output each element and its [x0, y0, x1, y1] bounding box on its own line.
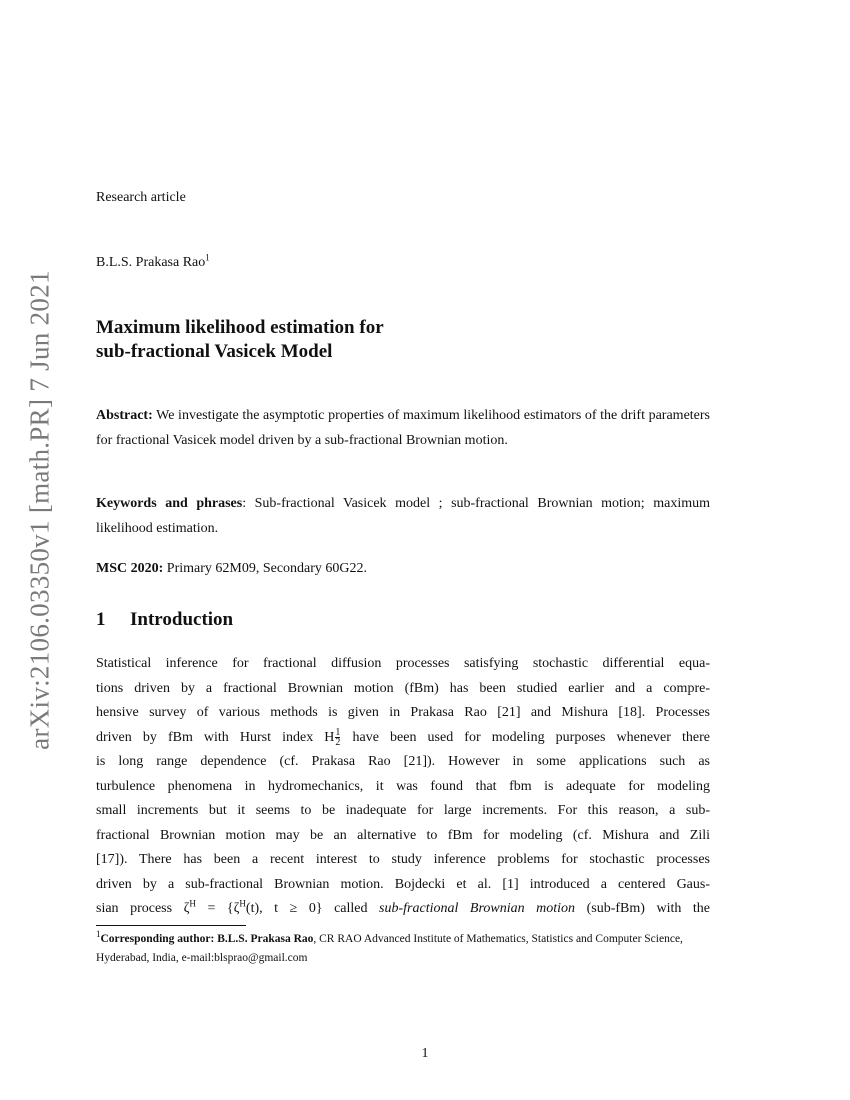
author-footnote-mark: 1 [205, 252, 210, 263]
footnote-divider [96, 925, 246, 926]
section-number: 1 [96, 609, 106, 630]
intro-line-subfbm [96, 897, 710, 922]
keywords-block [96, 492, 710, 541]
intro-line-part: have been used for modeling purposes whenever there [341, 729, 711, 745]
keywords-label: Keywords and phrases [96, 496, 243, 511]
intro-line: is long range dependence (cf. Prakasa Rao [21]). However in some applications such as [96, 754, 710, 769]
paper-title-line-2: sub-fractional Vasicek Model [96, 341, 333, 362]
fraction-numerator: 1 [335, 726, 341, 738]
author-name: B.L.S. Prakasa Rao [96, 255, 206, 270]
section-heading [96, 609, 233, 631]
article-type-label: Research article [96, 190, 186, 205]
arxiv-identifier-stamp [20, 270, 60, 750]
abstract-text: We investigate the asymptotic properties of maximum likelihood estimators of the drift parameters for fractional Vasicek model driven by a sub-fractional Brownian motion. [96, 408, 710, 448]
fraction-one-half [335, 728, 340, 747]
intro-line: tions driven by a fractional Brownian motion (fBm) has been studied earlier and a compre- [96, 680, 710, 696]
introduction-paragraph [96, 652, 710, 922]
page-number: 1 [421, 1046, 429, 1061]
footnote [96, 930, 710, 968]
superscript-h: H [189, 898, 196, 909]
paper-title [96, 316, 710, 364]
intro-line-part: = {ζ [195, 901, 240, 916]
intro-line: [17]). There has been a recent interest to study inference problems for stochastic processes [96, 852, 710, 867]
intro-line-part: (t), t ≥ 0} called [245, 901, 380, 916]
arxiv-identifier-text: arXiv:2106.03350v1 [math.PR] 7 Jun 2021 [24, 270, 55, 750]
msc-text: Primary 62M09, Secondary 60G22. [166, 561, 368, 576]
section-title: Introduction [130, 609, 234, 630]
intro-line: fractional Brownian motion may be an alternative to fBm for modeling (cf. Mishura and Zili [96, 827, 710, 843]
msc-label: MSC 2020: [96, 561, 164, 576]
abstract-label: Abstract: [96, 408, 153, 423]
intro-line: hensive survey of various methods is given in Prakasa Rao [21] and Mishura [18]. Processes [96, 705, 710, 720]
footnote-text: , CR RAO Advanced Institute of Mathematics, Statistics and Computer Science, Hyderabad, India, e-mail:blsprao@gmail.com [96, 933, 683, 964]
footnote-mark: 1 [96, 929, 101, 940]
superscript-h: H [239, 898, 246, 909]
msc-block [96, 557, 710, 582]
intro-line: Statistical inference for fractional diffusion processes satisfying stochastic differential equa- [96, 656, 710, 671]
abstract-block [96, 404, 710, 453]
intro-line-part: driven by fBm with Hurst index H [96, 729, 335, 745]
intro-line-hurst [96, 726, 710, 751]
intro-emphasis: sub-fractional Brownian motion [379, 901, 576, 916]
intro-line: turbulence phenomena in hydromechanics, it was found that fbm is adequate for modeling [96, 778, 710, 794]
author-line [96, 252, 210, 271]
intro-line-part: sian process ζ [96, 901, 190, 916]
fraction-denominator: 2 [335, 736, 341, 748]
intro-line: small increments but it seems to be inadequate for large increments. For this reason, a sub- [96, 803, 710, 818]
paper-title-line-1: Maximum likelihood estimation for [96, 317, 384, 338]
footnote-label: Corresponding author: B.L.S. Prakasa Rao [100, 933, 314, 945]
keywords-text: : Sub-fractional Vasicek model ; sub-fractional Brownian motion; maximum likelihood estimation. [96, 496, 710, 536]
intro-line: driven by a sub-fractional Brownian motion. Bojdecki et al. [1] introduced a centered Gaus- [96, 876, 710, 892]
intro-line-part: (sub-fBm) with the [575, 901, 710, 916]
